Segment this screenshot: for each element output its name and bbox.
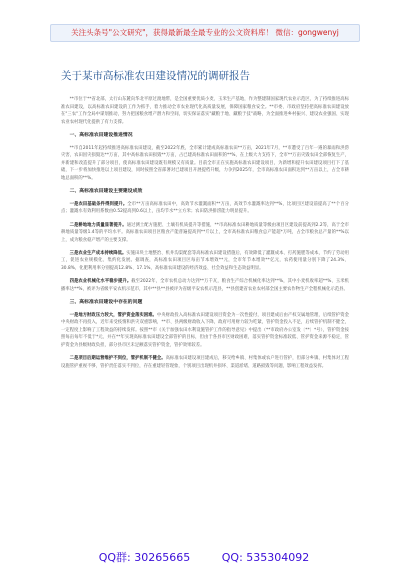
paragraph-lead: 三是农业生产成本持续降低。: [69, 250, 127, 256]
paragraph-text: 中央财政投入高标准农田建设项目资金为一次性拨付，项目建成后由产权交属地管理，后续管护资金中央财政不再投入，近年来受疫情和洪灾双重影响，**市、县两级财政收入下降，政府可用财力较为吃紧，管护资金投入不足，后续管护机制不健全，一定程度上影响了工程效益的持续发挥。按照**市《关于加强农田水利设施管护工作的指导意见》中提出（**市政府办公室发〔**〕*号），管护资金按照每亩每年不低于*元、并在**年实现高标准农田建设全部管护的目标，但由于各县市区财政困难，落实管护资金标准较低、管护资金来源不稳定，管护资金为县级财政负担，部分县市区未足额落实管护资金，管护效果较差。: [61, 312, 350, 348]
paragraph-text: 高标准农田建设项目建成后，移交给乡镇、村集体或农户进行管护，但部分乡镇、村集体对工程设施管护重视不够，管护责任落实不到位，存在重建轻管现象，个别项目出现机井损坏、渠道淤堵、道路损毁等问题，影响工程效益发挥。: [61, 356, 349, 369]
promo-banner: 关注头条号"公文研究"，获得最新最全最专业的公文资料库！ 微信：gongwenyj: [50, 24, 360, 42]
section-3-heading: 三、高标准农田建设中存在的问题: [69, 300, 143, 306]
contact-footer: [0, 549, 408, 565]
paragraph-lead: 二是项目后期运营维护不到位，管护机制不健全。: [69, 356, 166, 362]
paragraph-lead: 二是耕地地力质量显著提升。: [69, 222, 127, 228]
section-1-heading: 一、高标准农田建设推进情况: [69, 132, 133, 138]
paragraph-text: 实施田块土地整治、机井沟渠配套等高标准农田建设措施后，有效降低了灌溉成本、打药施肥等成本，节约了劳动用工，促进农业规模化、集约化发展。据调查，高标准农田项目区每亩节本增效**元，全市年节本增效**亿元，农药使用量分别下降了24.3%、30.8%，化肥利用率分别提高12.8%、17.1%，高标准农田建设的经济效益、社会效益和生态效益明显。: [61, 250, 349, 272]
document-body: [61, 96, 349, 376]
section-1-paragraph: **市自2011年起持续推进高标准农田建设，截至2022年底，全市累计建成高标准农田**万亩，2021年7月，**市遭受了百年一遇的暴雨和洪涝灾害，农田因灾损毁达**万亩，其中高标准农田损毁**万亩，占已建高标准农田面积的**%，在上级大力支持下，全市**万亩灾毁农田全部恢复生产，并新建和改造提升了部分项目，使高标准农田建设既有规模又有质量。目前全市正在实施高标准农田建设项目，为新增和提升农田建设项目打下了基础，下一步将加快推进以上项目建设，同时按照全省部署对已建项目开展提档升级，力争到2025年，全市高标准农田面积达到**万亩以上，占全市耕地总面积的**%。: [61, 145, 349, 181]
paragraph-text: 通过测土配方施肥、土壤有机质提升等措施，**市高标准农田耕地质量等级由项目区建设前提高到2.2等，高于全市耕地质量等级1.4等的平均水平。高标准农田项目区粮食产能普遍提高到**斤以上，全市高标准农田粮食总产能超*万吨，占全市粮食总产量的**%以上，成为粮食稳产增产的主要支撑。: [61, 222, 349, 243]
section-2-paragraph-4: [61, 278, 349, 293]
section-3-paragraph-1: [61, 312, 349, 350]
section-3-paragraph-2: [61, 355, 349, 370]
paragraph-text: 全市**万亩高标准农田中，高效节水灌溉面积**万亩，高效节水灌溉率达到**%，比项目区建设前提高了**个百分点；灌溉水有效利用系数由0.52提高到0.6以上，亩均节水**立方米；农田防洪排涝能力明显提升。: [61, 201, 349, 215]
qq-group-number: QQ群: 30265665: [98, 551, 191, 564]
section-2-heading: 二、高标准农田建设主要建设成效: [69, 189, 143, 195]
paragraph-lead: 四是农业机械化水平稳步提升。: [69, 279, 132, 285]
section-2-paragraph-2: [61, 222, 349, 245]
intro-paragraph: **市位于**省北部，太行山东麓向华北平原过渡地带，是全国重要优质小麦、玉米生产基地，作为整建制国家现代农业示范区，为了持续推进高标准农田建设，以高标准农田建设的工作为抓手，着力推动全市农业现代化高质量发展，保障国家粮食安全。**市委、市政府坚持把高标准农田建设放在"三农"工作全局中谋划推动，努力把国粮食增产潜力和空间，切实保证落实"藏粮于地、藏粮于技"战略，为全面推进乡村振兴、建设农业强国、实现农业农村现代化提供了有力支撑。: [61, 97, 349, 125]
section-2-paragraph-3: [61, 250, 349, 273]
section-2-paragraph-1: [61, 201, 349, 216]
qq-number: QQ: 535304092: [221, 551, 310, 564]
paragraph-lead: 一是地方财政压力较大，管护资金落实困难。: [69, 312, 157, 318]
paragraph-text: 截至2022年，全市农机总动力达到**万千瓦，粮食生产综合机械化率达到**%，其中小麦机收率超**%、玉米机播率达**%，被评为省级平安农机示范市，其中**县**县被评为省级平安农机示范县，**县创建省农业农村部全国主要农作物生产全程机械化示范县。: [61, 279, 350, 292]
paragraph-lead: 一是农田基础条件得到提升。: [69, 201, 128, 207]
document-title: 关于某市高标准农田建设情况的调研报告: [61, 70, 250, 82]
